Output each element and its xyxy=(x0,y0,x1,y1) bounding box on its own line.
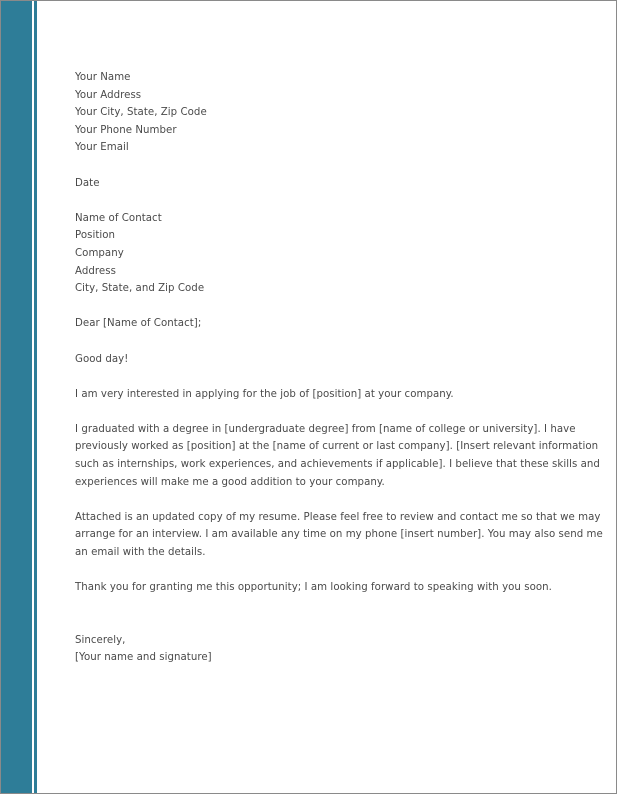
sender-block xyxy=(75,69,565,157)
left-accent-bar xyxy=(1,1,32,793)
thanks-paragraph: Thank you for granting me this opportunity; I am looking forward to speaking with you soon. xyxy=(75,582,552,594)
recipient-block xyxy=(75,210,565,298)
greeting: Good day! xyxy=(75,353,129,365)
valediction: Sincerely, xyxy=(75,634,126,646)
letter-date: Date xyxy=(75,177,100,189)
sender-phone: Your Phone Number xyxy=(75,124,177,136)
sender-name: Your Name xyxy=(75,72,131,83)
recipient-contact-name: Name of Contact xyxy=(75,212,162,224)
sender-email: Your Email xyxy=(75,142,129,154)
signature-placeholder: [Your name and signature] xyxy=(75,652,212,664)
paragraph-line: such as internships, work experiences, and achievements if applicable]. I believe that these skills and xyxy=(75,459,600,471)
resume-paragraph xyxy=(75,509,603,562)
intro-paragraph: I am very interested in applying for the job of [position] at your company. xyxy=(75,388,454,400)
recipient-company: Company xyxy=(75,247,124,259)
paragraph-line: experiences will make me a good addition to your company. xyxy=(75,476,385,488)
education-paragraph xyxy=(75,421,600,491)
closing-block xyxy=(75,632,565,667)
recipient-position: Position xyxy=(75,230,116,242)
recipient-city-state-zip: City, State, and Zip Code xyxy=(75,283,205,295)
recipient-address: Address xyxy=(75,265,116,277)
paragraph-line: arrange for an interview. I am available any time on my phone [insert number]. You may also send me xyxy=(75,529,603,541)
paragraph-line: previously worked as [position] at the [name of current or last company]. [Insert relevant information xyxy=(75,441,599,453)
paragraph-line: an email with the details. xyxy=(75,547,206,559)
sender-city-state-zip: Your City, State, Zip Code xyxy=(75,107,207,119)
sender-address: Your Address xyxy=(75,89,142,101)
salutation: Dear [Name of Contact]; xyxy=(75,318,202,330)
paragraph-line: Attached is an updated copy of my resume. Please feel free to review and contact me so that we may xyxy=(75,511,601,523)
letter-body xyxy=(75,69,603,667)
paragraph-line: I graduated with a degree in [undergraduate degree] from [name of college or university]. I have xyxy=(75,423,576,435)
left-accent-thin-bar xyxy=(34,1,37,793)
